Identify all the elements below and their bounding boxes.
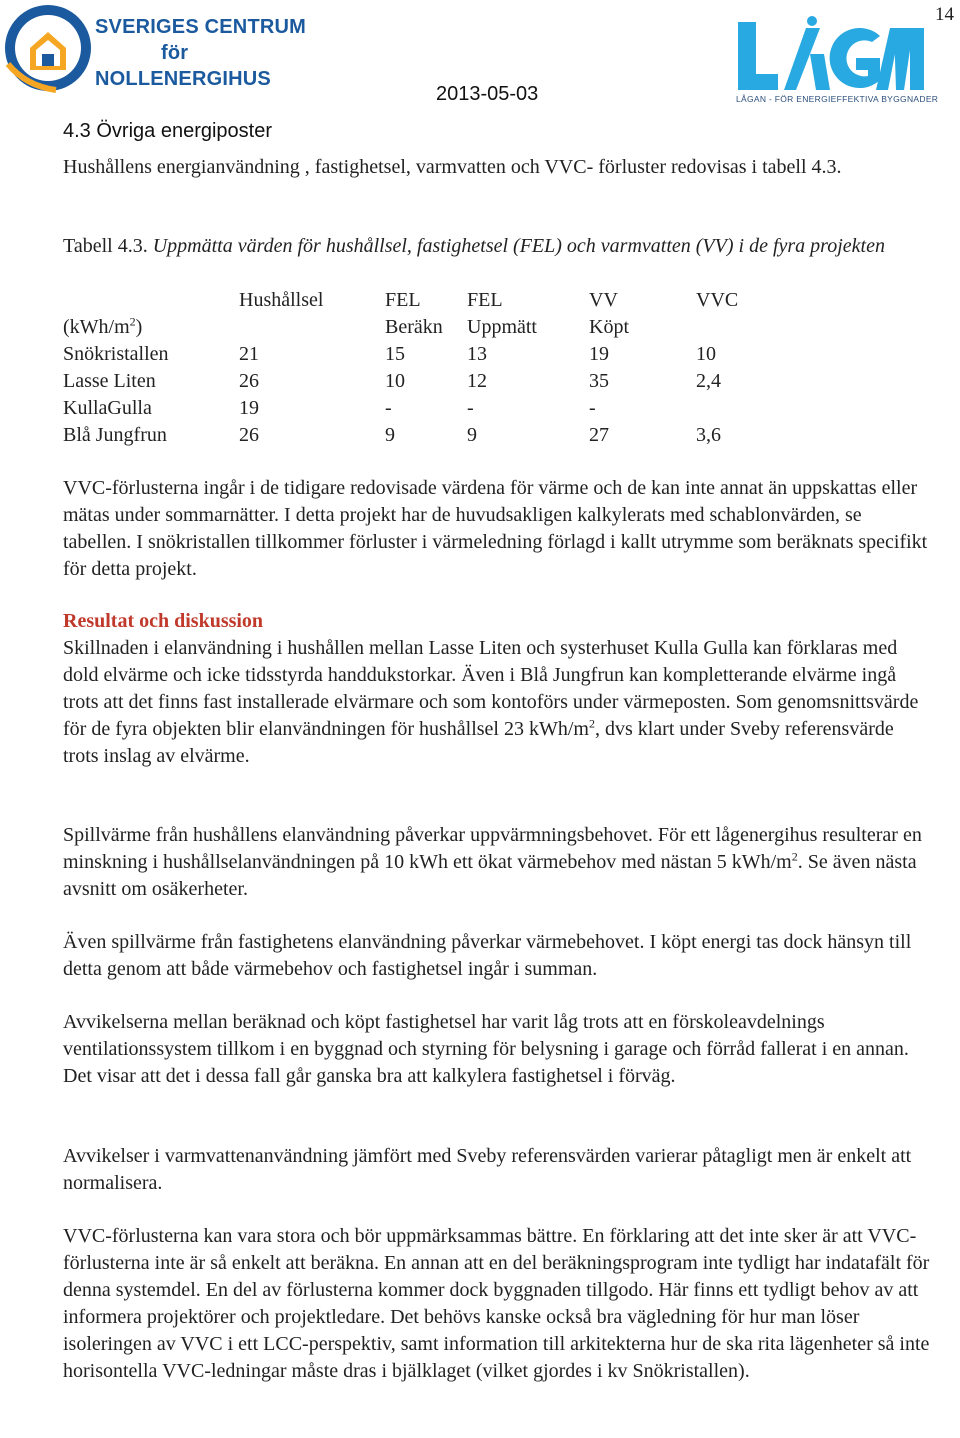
table-cell: 9 [467,424,477,446]
table-cell: 10 [696,343,716,365]
lagan-logo [732,14,939,106]
table-cell: Snökristallen [63,343,169,365]
paragraph-text: , dvs klart under Sveby referensvärde trots inslag av elvärme. [63,718,894,767]
table-subheader-cell: Beräkn [385,316,443,338]
paragraph-deviations-fel: Avvikelserna mellan beräknad och köpt fastighetsel har varit låg trots att en förskoleavdelnings ventilationssystem tillkom i en byggnad och styrning för belysning i garage och förråd fallerat i en annan. Det visar att det i dessa fall går ganska bra att kalkylera fastighetsel i förväg. [63,1011,909,1087]
energy-table [63,287,756,449]
table-cell: 27 [589,424,609,446]
superscript: 2 [588,716,595,731]
sveriges-centrum-wordmark [95,14,306,92]
lagan-subtitle: LÅGAN - FÖR ENERGIEFFEKTIVA BYGGNADER [736,94,939,104]
table-cell: 3,6 [696,424,721,446]
table-cell: Lasse Liten [63,370,156,392]
table-cell: 13 [467,343,487,365]
table-cell: 21 [239,343,259,365]
table-cell: Blå Jungfrun [63,424,167,446]
paragraph-vvc-losses: VVC-förlusterna ingår i de tidigare redovisade värdena för värme och de kan inte annat än uppskattas eller mätas under sommarnätter. I detta projekt har de huvudsakligen kalkylerats med schablonvärden, se tabellen. I snökristallen tillkommer förluster i värmeledning förlagd i kallt utrymme som beräknats specifikt för detta projekt. [63,477,928,580]
table-subheader-cell [696,314,756,341]
table-header-cell: FEL [385,289,421,311]
table-cell: 26 [239,424,259,446]
table-header-cell: Hushållsel [239,289,324,311]
table-subheader-cell: Uppmätt [467,316,537,338]
table-subheader-row [63,314,756,341]
paragraph-text: . Se även nästa avsnitt om osäkerheter. [63,851,917,900]
table-cell: - [385,397,392,419]
table-header-cell: VVC [696,289,739,311]
paragraph-hot-water: Avvikelser i varmvattenanvändning jämfört med Sveby referensvärden varierar påtagligt men är enkelt att normalisera. [63,1145,912,1194]
table-header-cell: FEL [467,289,503,311]
page-number: 14 [935,4,954,25]
unit-close: ) [135,316,143,338]
table-caption-text: Uppmätta värden för hushållsel, fastighetsel (FEL) och varmvatten (VV) i de fyra projekten [147,235,885,257]
paragraph-text: Spillvärme från hushållens elanvändning påverkar uppvärmningsbehovet. För ett lågenergihus resulterar en minskning i hushållselanvändningen på 10 kWh ett ökat värmebehov med nästan 5 kWh/m [63,824,922,873]
table-cell: 19 [239,397,259,419]
lagan-wordmark-icon [732,14,928,94]
table-cell: 2,4 [696,370,721,392]
table-cell: KullaGulla [63,397,152,419]
table-row [63,422,756,449]
table-header-row [63,287,756,314]
unit-superscript: 2 [129,314,136,329]
table-cell: 26 [239,370,259,392]
section-intro: Hushållens energianvändning , fastighetsel, varmvatten och VVC- förluster redovisas i tabell 4.3. [63,156,842,178]
logo-line-3: NOLLENERGIHUS [95,68,271,90]
table-row [63,395,756,422]
nollenergihus-emblem-icon [2,2,94,98]
table-cell: - [589,397,596,419]
document-date: 2013-05-03 [436,83,539,105]
logo-line-2: för [161,42,189,64]
table-cell: 35 [589,370,609,392]
table-cell: - [467,397,474,419]
table-caption-prefix: Tabell 4.3. [63,235,148,257]
paragraph-household-electricity [63,635,933,770]
unit-base: (kWh/m [63,316,130,338]
table-cell: 12 [467,370,487,392]
table-header-cell: VV [589,289,618,311]
paragraph-vvc-improvement: VVC-förlusterna kan vara stora och bör uppmärksammas bättre. En förklaring att det inte sker är att VVC-förlusterna inte är så enkelt att beräkna. En annan att en del beräkningsprogram inte tydligt har indatafält för denna systemdel. En del av förlusterna kommer dock byggnaden tillgodo. Här finns ett tydligt behov av att informera projektörer och projektledare. Det behövs kanske också bra vägledning för hur man löser isoleringen av VVC i ett LCC-perspektiv, samt information till arkitekterna hur de ska rita lägenheter så inte horisontella VVC-ledningar måste dras i bjälklaget (vilket gjordes i kv Snökristallen). [63,1225,930,1382]
paragraph-waste-heat [63,822,933,903]
table-unit-cell [63,314,239,341]
table-cell [696,395,756,422]
sveriges-centrum-logo [2,2,307,98]
section-heading: 4.3 Övriga energiposter [63,120,273,142]
table-cell: 9 [385,424,395,446]
table-header-cell [63,287,239,314]
table-cell: 10 [385,370,405,392]
table-row [63,341,756,368]
results-heading: Resultat och diskussion [63,610,264,632]
paragraph-property-waste-heat: Även spillvärme från fastighetens elanvändning påverkar värmebehovet. I köpt energi tas dock hänsyn till detta genom att både värmebehov och fastighetsel ingår i summan. [63,931,912,980]
table-subheader-cell: Köpt [589,316,629,338]
superscript: 2 [791,849,798,864]
table-cell: 19 [589,343,609,365]
table-cell: 15 [385,343,405,365]
paragraph-text: Skillnaden i elanvändning i hushållen mellan Lasse Liten och systerhuset Kulla Gulla kan förklaras med dold elvärme och icke tidsstyrda handdukstorkar. Även i Blå Jungfrun kan kompletterande elvärme ingå trots att det finns fast installerade elvärmare och som kontoförs under värmeposten. Som genomsnittsvärde för de fyra objekten blir elanvändningen för hushållsel 23 kWh/m [63,637,919,740]
table-row [63,368,756,395]
table-caption [63,233,923,260]
logo-line-1: SVERIGES CENTRUM [95,16,307,38]
table-subheader-cell [239,314,385,341]
